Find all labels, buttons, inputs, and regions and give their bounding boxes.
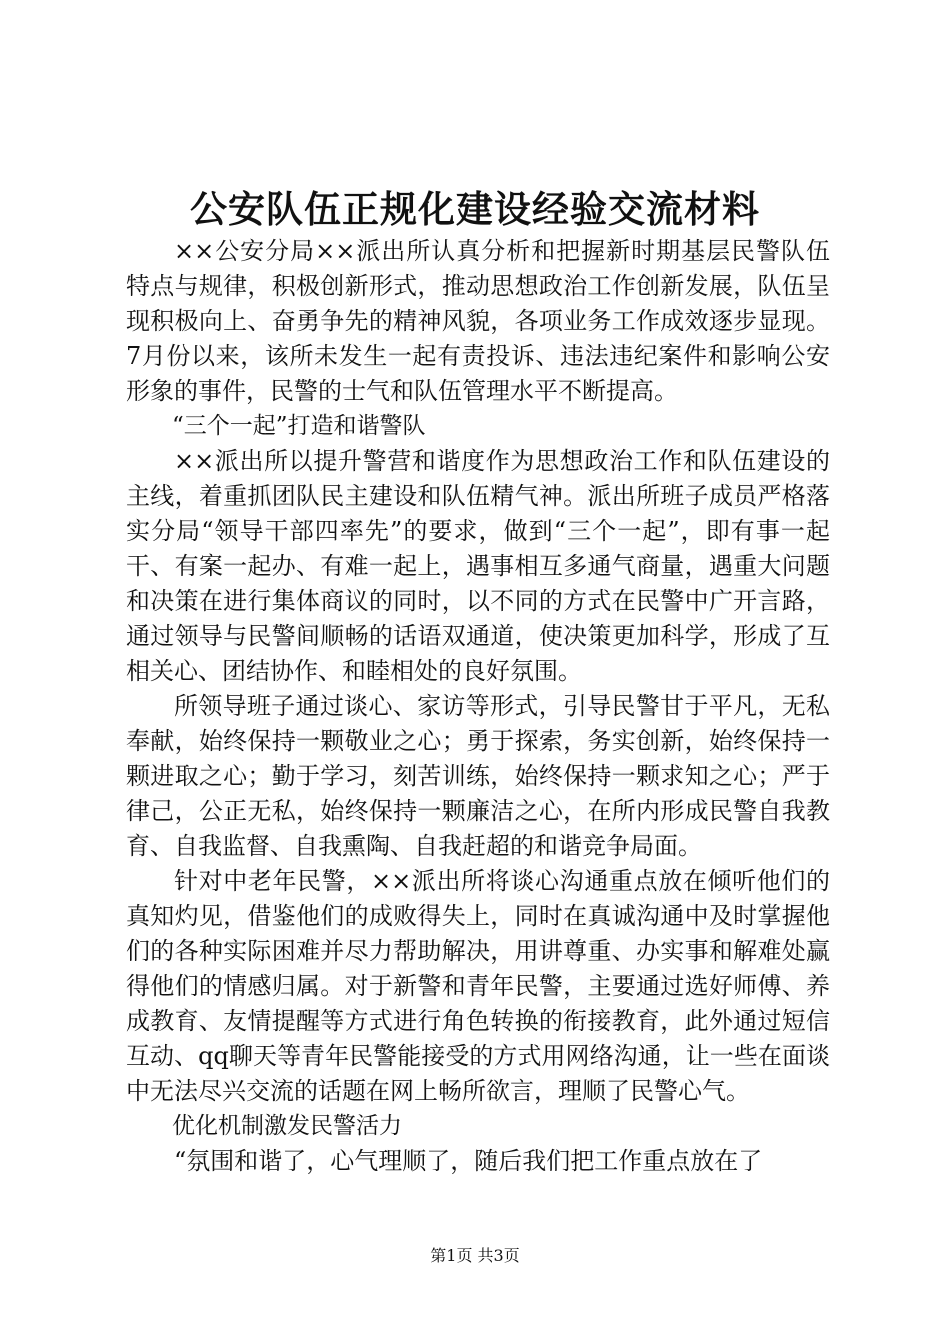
- section-heading-harmonious-team: “三个一起”打造和谐警队: [172, 413, 426, 439]
- paragraph-mechanism-start: “氛围和谐了，心气理顺了，随后我们把工作重点放在了: [174, 1147, 763, 1175]
- page-number-footer: 第1页 共3页: [430, 1246, 520, 1265]
- document-body: [126, 234, 830, 1179]
- paragraph-intro: ××公安分局××派出所认真分析和把握新时期基层民警队伍特点与规律，积极创新形式，推动思想政治工作创新发展，队伍呈现积极向上、奋勇争先的精神风貌，各项业务工作成效逐步显现。7月份以来，该所未发生一起有责投诉、违法违纪案件和影响公安形象的事件，民警的士气和队伍管理水平不断提高。: [126, 237, 830, 405]
- document-title: 公安队伍正规化建设经验交流材料: [190, 187, 760, 231]
- paragraph-leadership-talks: 所领导班子通过谈心、家访等形式，引导民警甘于平凡，无私奉献，始终保持一颗敬业之心；勇于探索，务实创新，始终保持一颗进取之心；勤于学习，刻苦训练，始终保持一颗求知之心；严于律己，公正无私，始终保持一颗廉洁之心，在所内形成民警自我教育、自我监督、自我熏陶、自我赶超的和谐竞争局面。: [126, 692, 830, 860]
- paragraph-communication: 针对中老年民警，××派出所将谈心沟通重点放在倾听他们的真知灼见，借鉴他们的成败得失上，同时在真诚沟通中及时掌握他们的各种实际困难并尽力帮助解决，用讲尊重、办实事和解难处赢得他们的情感归属。对于新警和青年民警，主要通过选好师傅、养成教育、友情提醒等方式进行角色转换的衔接教育，此外通过短信互动、qq聊天等青年民警能接受的方式用网络沟通，让一些在面谈中无法尽兴交流的话题在网上畅所欲言，理顺了民警心气。: [126, 867, 830, 1105]
- section-heading-optimize-mechanism: 优化机制激发民警活力: [172, 1113, 402, 1139]
- paragraph-three-together: ××派出所以提升警营和谐度作为思想政治工作和队伍建设的主线，着重抓团队民主建设和队伍精气神。派出所班子成员严格落实分局“领导干部四率先”的要求，做到“三个一起”，即有事一起干、有案一起办、有难一起上，遇事相互多通气商量，遇重大问题和决策在进行集体商议的同时，以不同的方式在民警中广开言路，通过领导与民警间顺畅的话语双通道，使决策更加科学，形成了互相关心、团结协作、和睦相处的良好氛围。: [126, 447, 830, 685]
